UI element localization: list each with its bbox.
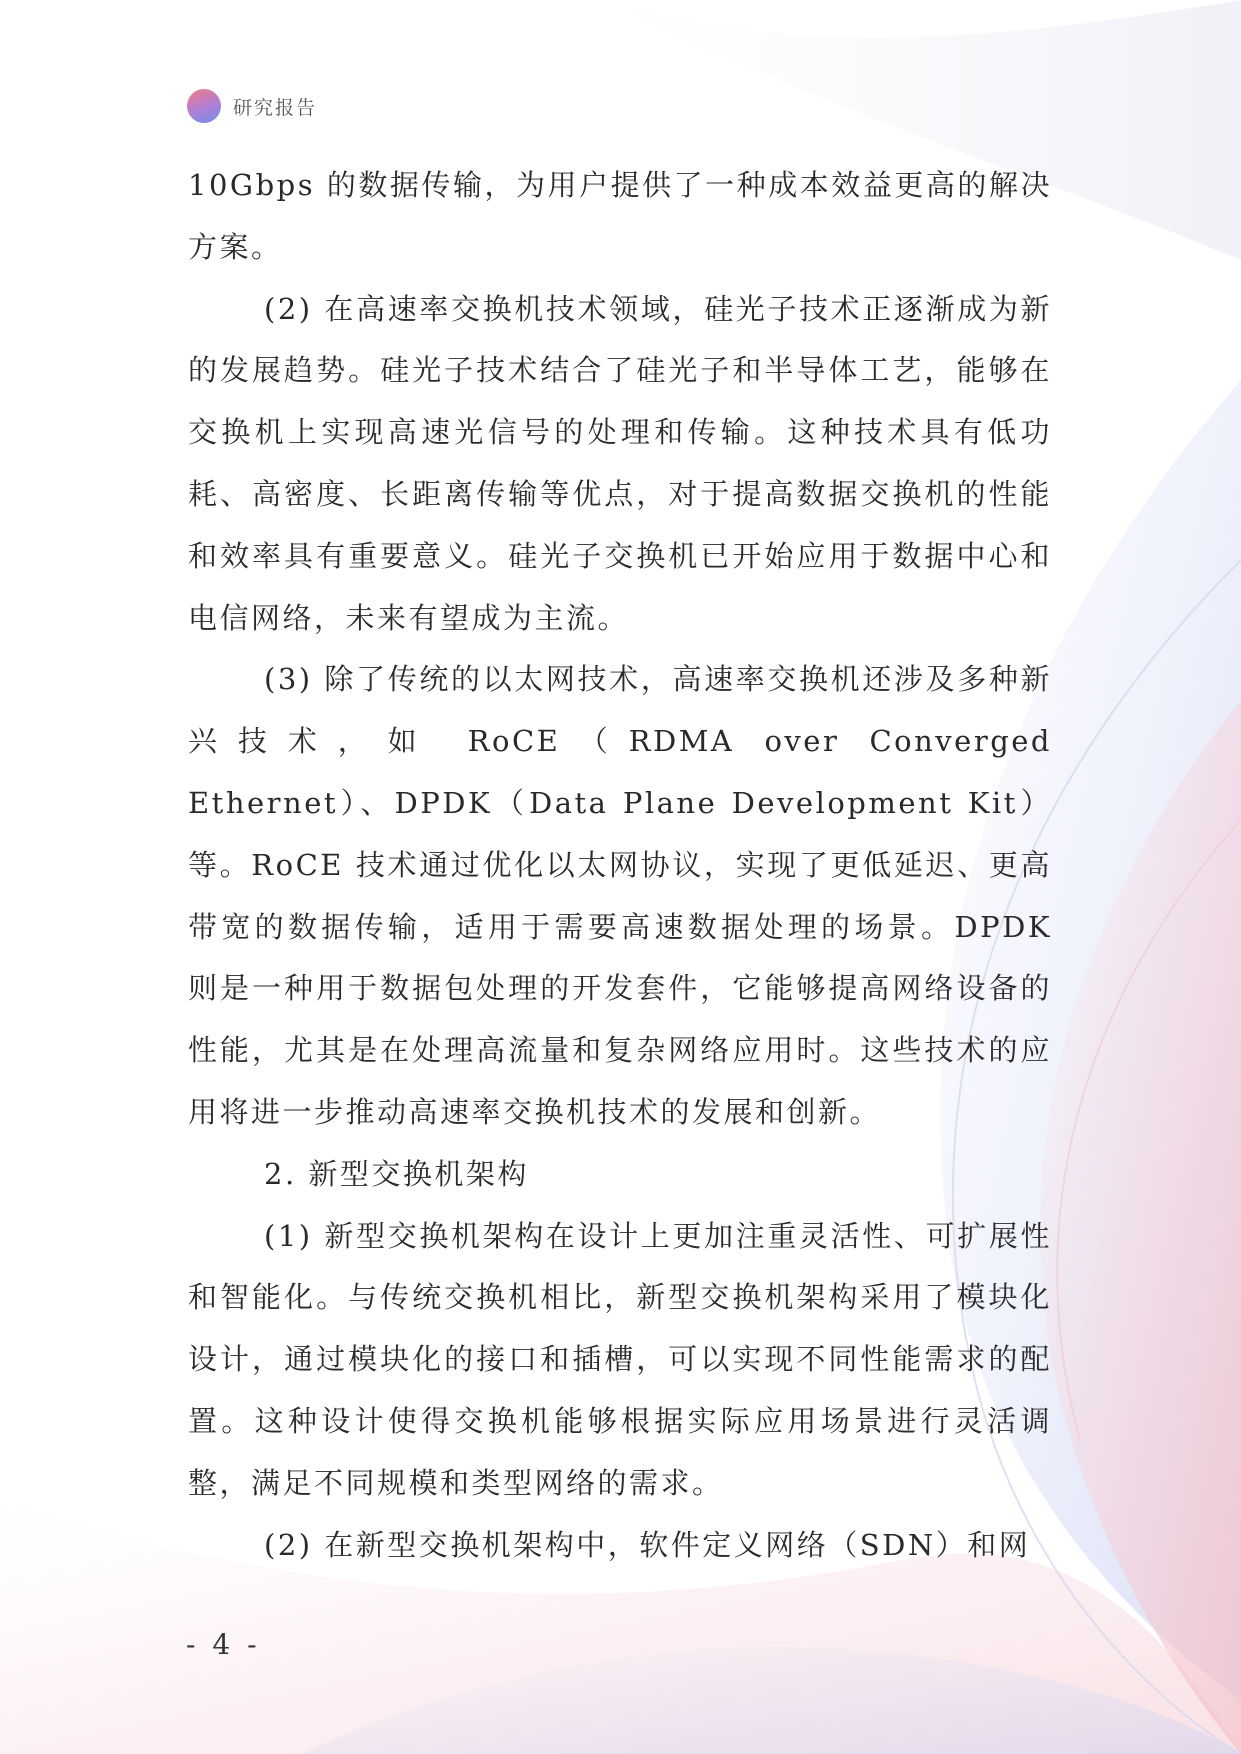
paragraph: (2) 在高速率交换机技术领域，硅光子技术正逐渐成为新的发展趋势。硅光子技术结合了硅光子和半导体工艺，能够在交换机上实现高速光信号的处理和传输。这种技术具有低功耗、高密度、长距离传输等优点，对于提高数据交换机的性能和效率具有重要意义。硅光子交换机已开始应用于数据中心和电信网络，未来有望成为主流。 — [188, 291, 1052, 635]
header-label: 研究报告 — [233, 96, 318, 119]
paragraph: (3) 除了传统的以太网技术，高速率交换机还涉及多种新兴技术，如 RoCE（RDMA over Converged Ethernet）、DPDK（Data Plane Development Kit）等。RoCE 技术通过优化以太网协议，实现了更低延迟、更高带宽的数据传输，适用于需要高速数据处理的场景。DPDK 则是一种用于数据包处理的开发套件，它能够提高网络设备的性能，尤其是在处理高流量和复杂网络应用时。这些技术的应用将进一步推动高速率交换机技术的发展和创新。 — [188, 662, 1052, 1129]
paragraph: (1) 新型交换机架构在设计上更加注重灵活性、可扩展性和智能化。与传统交换机相比，新型交换机架构采用了模块化设计，通过模块化的接口和插槽，可以实现不同性能需求的配置。这种设计使得交换机能够根据实际应用场景进行灵活调整，满足不同规模和类型网络的需求。 — [188, 1218, 1052, 1500]
body-text — [188, 155, 1052, 1576]
paragraph: 10Gbps 的数据传输，为用户提供了一种成本效益更高的解决方案。 — [188, 168, 1052, 264]
paragraph: (2) 在新型交换机架构中，软件定义网络（SDN）和网 — [264, 1527, 1031, 1562]
report-header — [187, 88, 317, 124]
section-heading: 2. 新型交换机架构 — [264, 1156, 529, 1191]
page-number: - 4 - — [186, 1628, 261, 1661]
report-logo-icon — [187, 89, 221, 123]
